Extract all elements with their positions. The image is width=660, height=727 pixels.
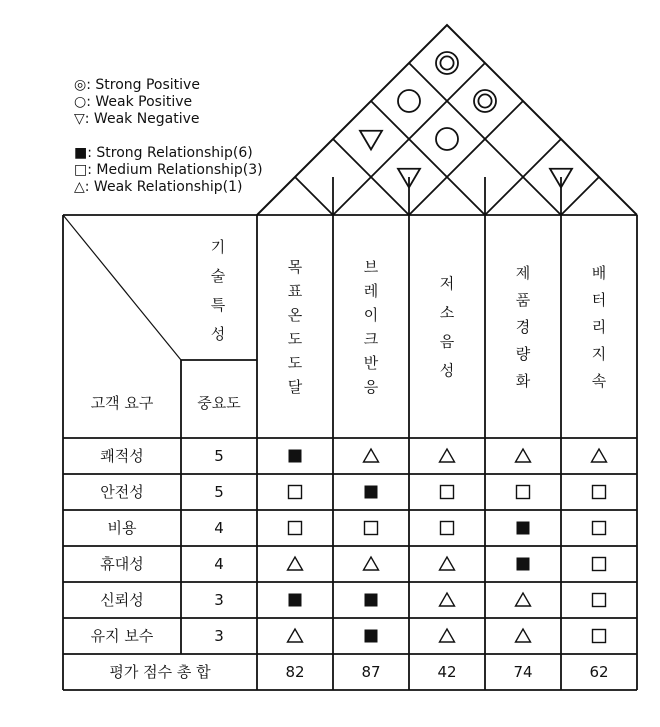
characteristic-label: 응 [363, 378, 379, 396]
roof-double-circle-icon-inner [440, 56, 453, 69]
legend-text: △: Weak Relationship(1) [74, 179, 243, 195]
characteristic-label: 제 [515, 264, 531, 282]
medium-relationship-icon [289, 486, 302, 499]
roof-line [295, 177, 333, 215]
requirement-name: 신뢰성 [100, 591, 144, 609]
requirement-name: 유지 보수 [90, 627, 154, 645]
importance-label: 중요도 [197, 394, 241, 412]
characteristic-label: 온 [287, 306, 303, 324]
weak-relationship-icon [440, 449, 455, 462]
characteristic-label: 리 [591, 318, 607, 336]
characteristic-label: 량 [515, 345, 531, 363]
characteristic-label: 도 [287, 330, 303, 348]
characteristic-label: 브 [363, 258, 379, 276]
weak-relationship-icon [288, 629, 303, 642]
medium-relationship-icon [593, 486, 606, 499]
characteristic-label: 경 [515, 318, 531, 336]
technical-characteristics-label: 특 [210, 296, 226, 314]
technical-characteristics-label: 성 [210, 325, 226, 343]
requirement-importance: 3 [214, 627, 224, 645]
characteristic-label: 이 [363, 306, 379, 324]
medium-relationship-icon [441, 486, 454, 499]
total-value: 87 [361, 663, 381, 681]
requirement-importance: 3 [214, 591, 224, 609]
legend-text: ■: Strong Relationship(6) [74, 145, 253, 161]
weak-relationship-icon [516, 629, 531, 642]
medium-relationship-icon [365, 522, 378, 535]
total-value: 82 [285, 663, 305, 681]
requirement-name: 안전성 [100, 483, 144, 501]
strong-relationship-icon [365, 486, 378, 499]
characteristic-label: 레 [363, 282, 379, 300]
customer-requirements-label: 고객 요구 [90, 394, 154, 412]
weak-relationship-icon [288, 557, 303, 570]
weak-relationship-icon [516, 593, 531, 606]
requirement-importance: 5 [214, 483, 224, 501]
characteristic-label: 표 [287, 282, 303, 300]
strong-relationship-icon [289, 594, 302, 607]
total-value: 74 [513, 663, 533, 681]
weak-relationship-icon [440, 593, 455, 606]
roof-line [561, 177, 599, 215]
roof-triangle-down-icon [360, 131, 382, 150]
weak-relationship-icon [592, 449, 607, 462]
characteristic-label: 달 [287, 378, 303, 396]
medium-relationship-icon [593, 630, 606, 643]
characteristic-label: 성 [439, 361, 455, 380]
roof-circle-icon [436, 128, 458, 150]
roof-line [409, 101, 523, 215]
medium-relationship-icon [441, 522, 454, 535]
roof-double-circle-icon-inner [478, 94, 491, 107]
characteristic-label: 터 [591, 291, 607, 309]
total-value: 42 [437, 663, 457, 681]
requirement-importance: 4 [214, 555, 224, 573]
weak-relationship-icon [364, 557, 379, 570]
technical-characteristics-label: 술 [210, 267, 226, 285]
legend-text: □: Medium Relationship(3) [74, 162, 263, 178]
characteristic-label: 크 [363, 330, 379, 348]
characteristic-label: 배 [591, 264, 607, 282]
roof-double-circle-icon [474, 90, 496, 112]
legend-text: ○: Weak Positive [74, 94, 193, 110]
roof-circle-icon [398, 90, 420, 112]
strong-relationship-icon [517, 522, 530, 535]
weak-relationship-icon [516, 449, 531, 462]
header-diagonal [63, 215, 181, 360]
legend-text: ◎: Strong Positive [74, 77, 200, 93]
roof-outline [257, 25, 637, 215]
requirement-importance: 4 [214, 519, 224, 537]
total-value: 62 [589, 663, 609, 681]
medium-relationship-icon [517, 486, 530, 499]
strong-relationship-icon [517, 558, 530, 571]
characteristic-label: 도 [287, 354, 303, 372]
weak-relationship-icon [364, 449, 379, 462]
characteristic-label: 속 [591, 372, 607, 390]
technical-characteristics-label: 기 [210, 238, 226, 256]
strong-relationship-icon [365, 594, 378, 607]
weak-relationship-icon [440, 557, 455, 570]
strong-relationship-icon [365, 630, 378, 643]
weak-relationship-icon [440, 629, 455, 642]
totals-label: 평가 점수 총 합 [109, 663, 211, 681]
characteristic-label: 화 [515, 372, 531, 390]
characteristic-label: 품 [515, 291, 531, 309]
medium-relationship-icon [593, 594, 606, 607]
roof-double-circle-icon [436, 52, 458, 74]
medium-relationship-icon [593, 558, 606, 571]
characteristic-label: 음 [439, 332, 455, 351]
requirement-name: 쾌적성 [100, 447, 144, 465]
characteristic-label: 저 [439, 274, 455, 293]
characteristic-label: 지 [591, 345, 607, 363]
medium-relationship-icon [289, 522, 302, 535]
requirement-name: 휴대성 [100, 555, 144, 573]
characteristic-label: 목 [287, 258, 303, 276]
roof-line [371, 101, 485, 215]
characteristic-label: 반 [363, 354, 379, 372]
characteristic-label: 소 [439, 303, 455, 322]
legend-text: ▽: Weak Negative [74, 111, 200, 127]
medium-relationship-icon [593, 522, 606, 535]
requirement-name: 비용 [107, 519, 137, 537]
strong-relationship-icon [289, 450, 302, 463]
requirement-importance: 5 [214, 447, 224, 465]
